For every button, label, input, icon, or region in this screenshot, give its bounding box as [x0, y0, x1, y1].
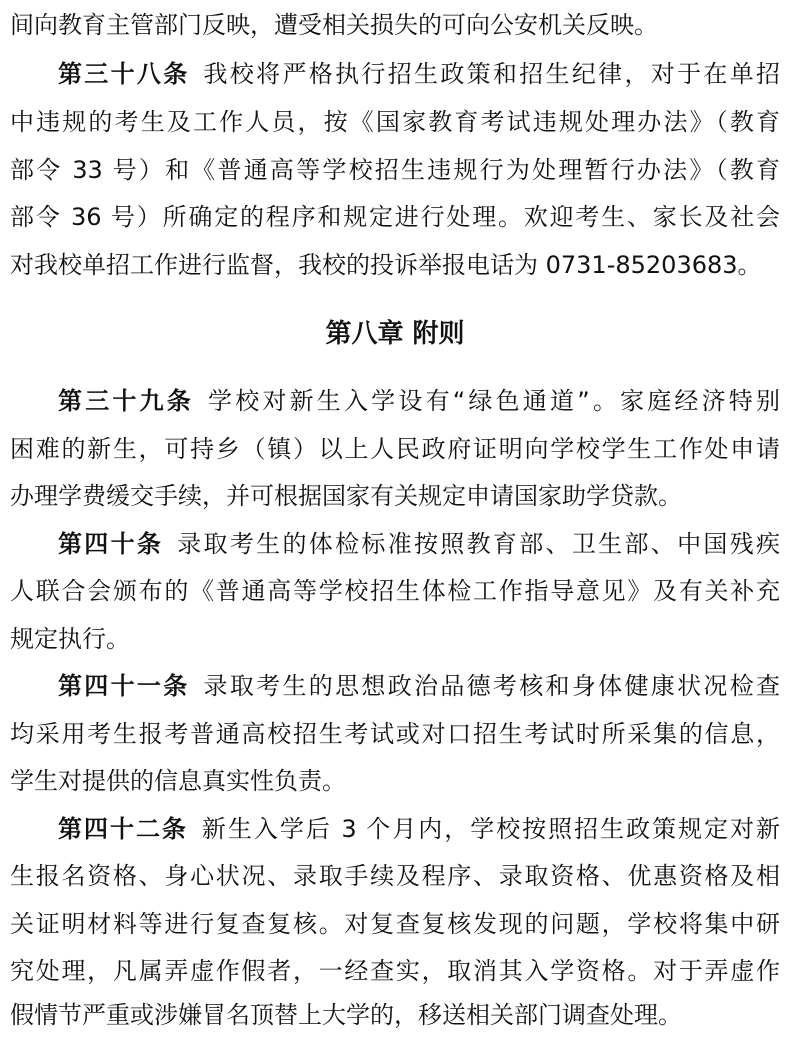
article-38-line-2: 中违规的考生及工作人员，按《国家教育考试违规处理办法》（教育 [10, 108, 780, 136]
article-38-line-5: 对我校单招工作进行监督，我校的投诉举报电话为 0731-85203683。 [10, 251, 762, 279]
article-38-line-1: 第三十八条 我校将严格执行招生政策和招生纪律，对于在单招 [58, 60, 781, 88]
text-line: 间向教育主管部门反映，遭受相关损失的可向公安机关反映。 [10, 11, 658, 39]
article-40-line-1: 第四十条 录取考生的体检标准按照教育部、卫生部、中国残疾 [58, 530, 781, 558]
article-38-line-3: 部令 33 号）和《普通高等学校招生违规行为处理暂行办法》（教育 [10, 156, 780, 184]
article-42-line-5: 假情节严重或涉嫌冒名顶替上大学的，移送相关部门调查处理。 [10, 1001, 682, 1029]
chapter-heading: 第八章 附则 [325, 319, 465, 349]
article-41-line-1: 第四十一条 录取考生的思想政治品德考核和身体健康状况检查 [58, 672, 781, 700]
article-42-line-1: 第四十二条 新生入学后 3 个月内，学校按照招生政策规定对新 [58, 815, 780, 843]
article-41-line-3: 学生对提供的信息真实性负责。 [10, 767, 346, 795]
article-40-line-3: 规定执行。 [10, 625, 130, 653]
article-38-label: 第三十八条 [58, 60, 190, 88]
article-41-line-2: 均采用考生报考普通高校招生考试或对口招生考试时所采集的信息， [10, 720, 780, 748]
article-40-label: 第四十条 [58, 530, 164, 558]
article-41-label: 第四十一条 [58, 672, 190, 700]
article-39-label: 第三十九条 [58, 387, 194, 415]
article-42-label: 第四十二条 [58, 815, 188, 843]
article-40-line-2: 人联合会颁布的《普通高等学校招生体检工作指导意见》及有关补充 [10, 577, 780, 605]
article-39-line-3: 办理学费缓交手续，并可根据国家有关规定申请国家助学贷款。 [10, 482, 682, 510]
article-42-line-3: 关证明材料等进行复查复核。对复查复核发现的问题，学校将集中研 [10, 910, 780, 938]
article-42-line-4: 究处理，凡属弄虚作假者，一经查实，取消其入学资格。对于弄虚作 [10, 957, 780, 985]
article-42-line-2: 生报名资格、身心状况、录取手续及程序、录取资格、优惠资格及相 [10, 862, 780, 890]
article-39-line-2: 困难的新生，可持乡（镇）以上人民政府证明向学校学生工作处申请 [10, 435, 780, 463]
article-39-line-1: 第三十九条 学校对新生入学设有“绿色通道”。家庭经济特别 [58, 387, 781, 415]
article-38-line-4: 部令 36 号）所确定的程序和规定进行处理。欢迎考生、家长及社会 [10, 203, 780, 231]
